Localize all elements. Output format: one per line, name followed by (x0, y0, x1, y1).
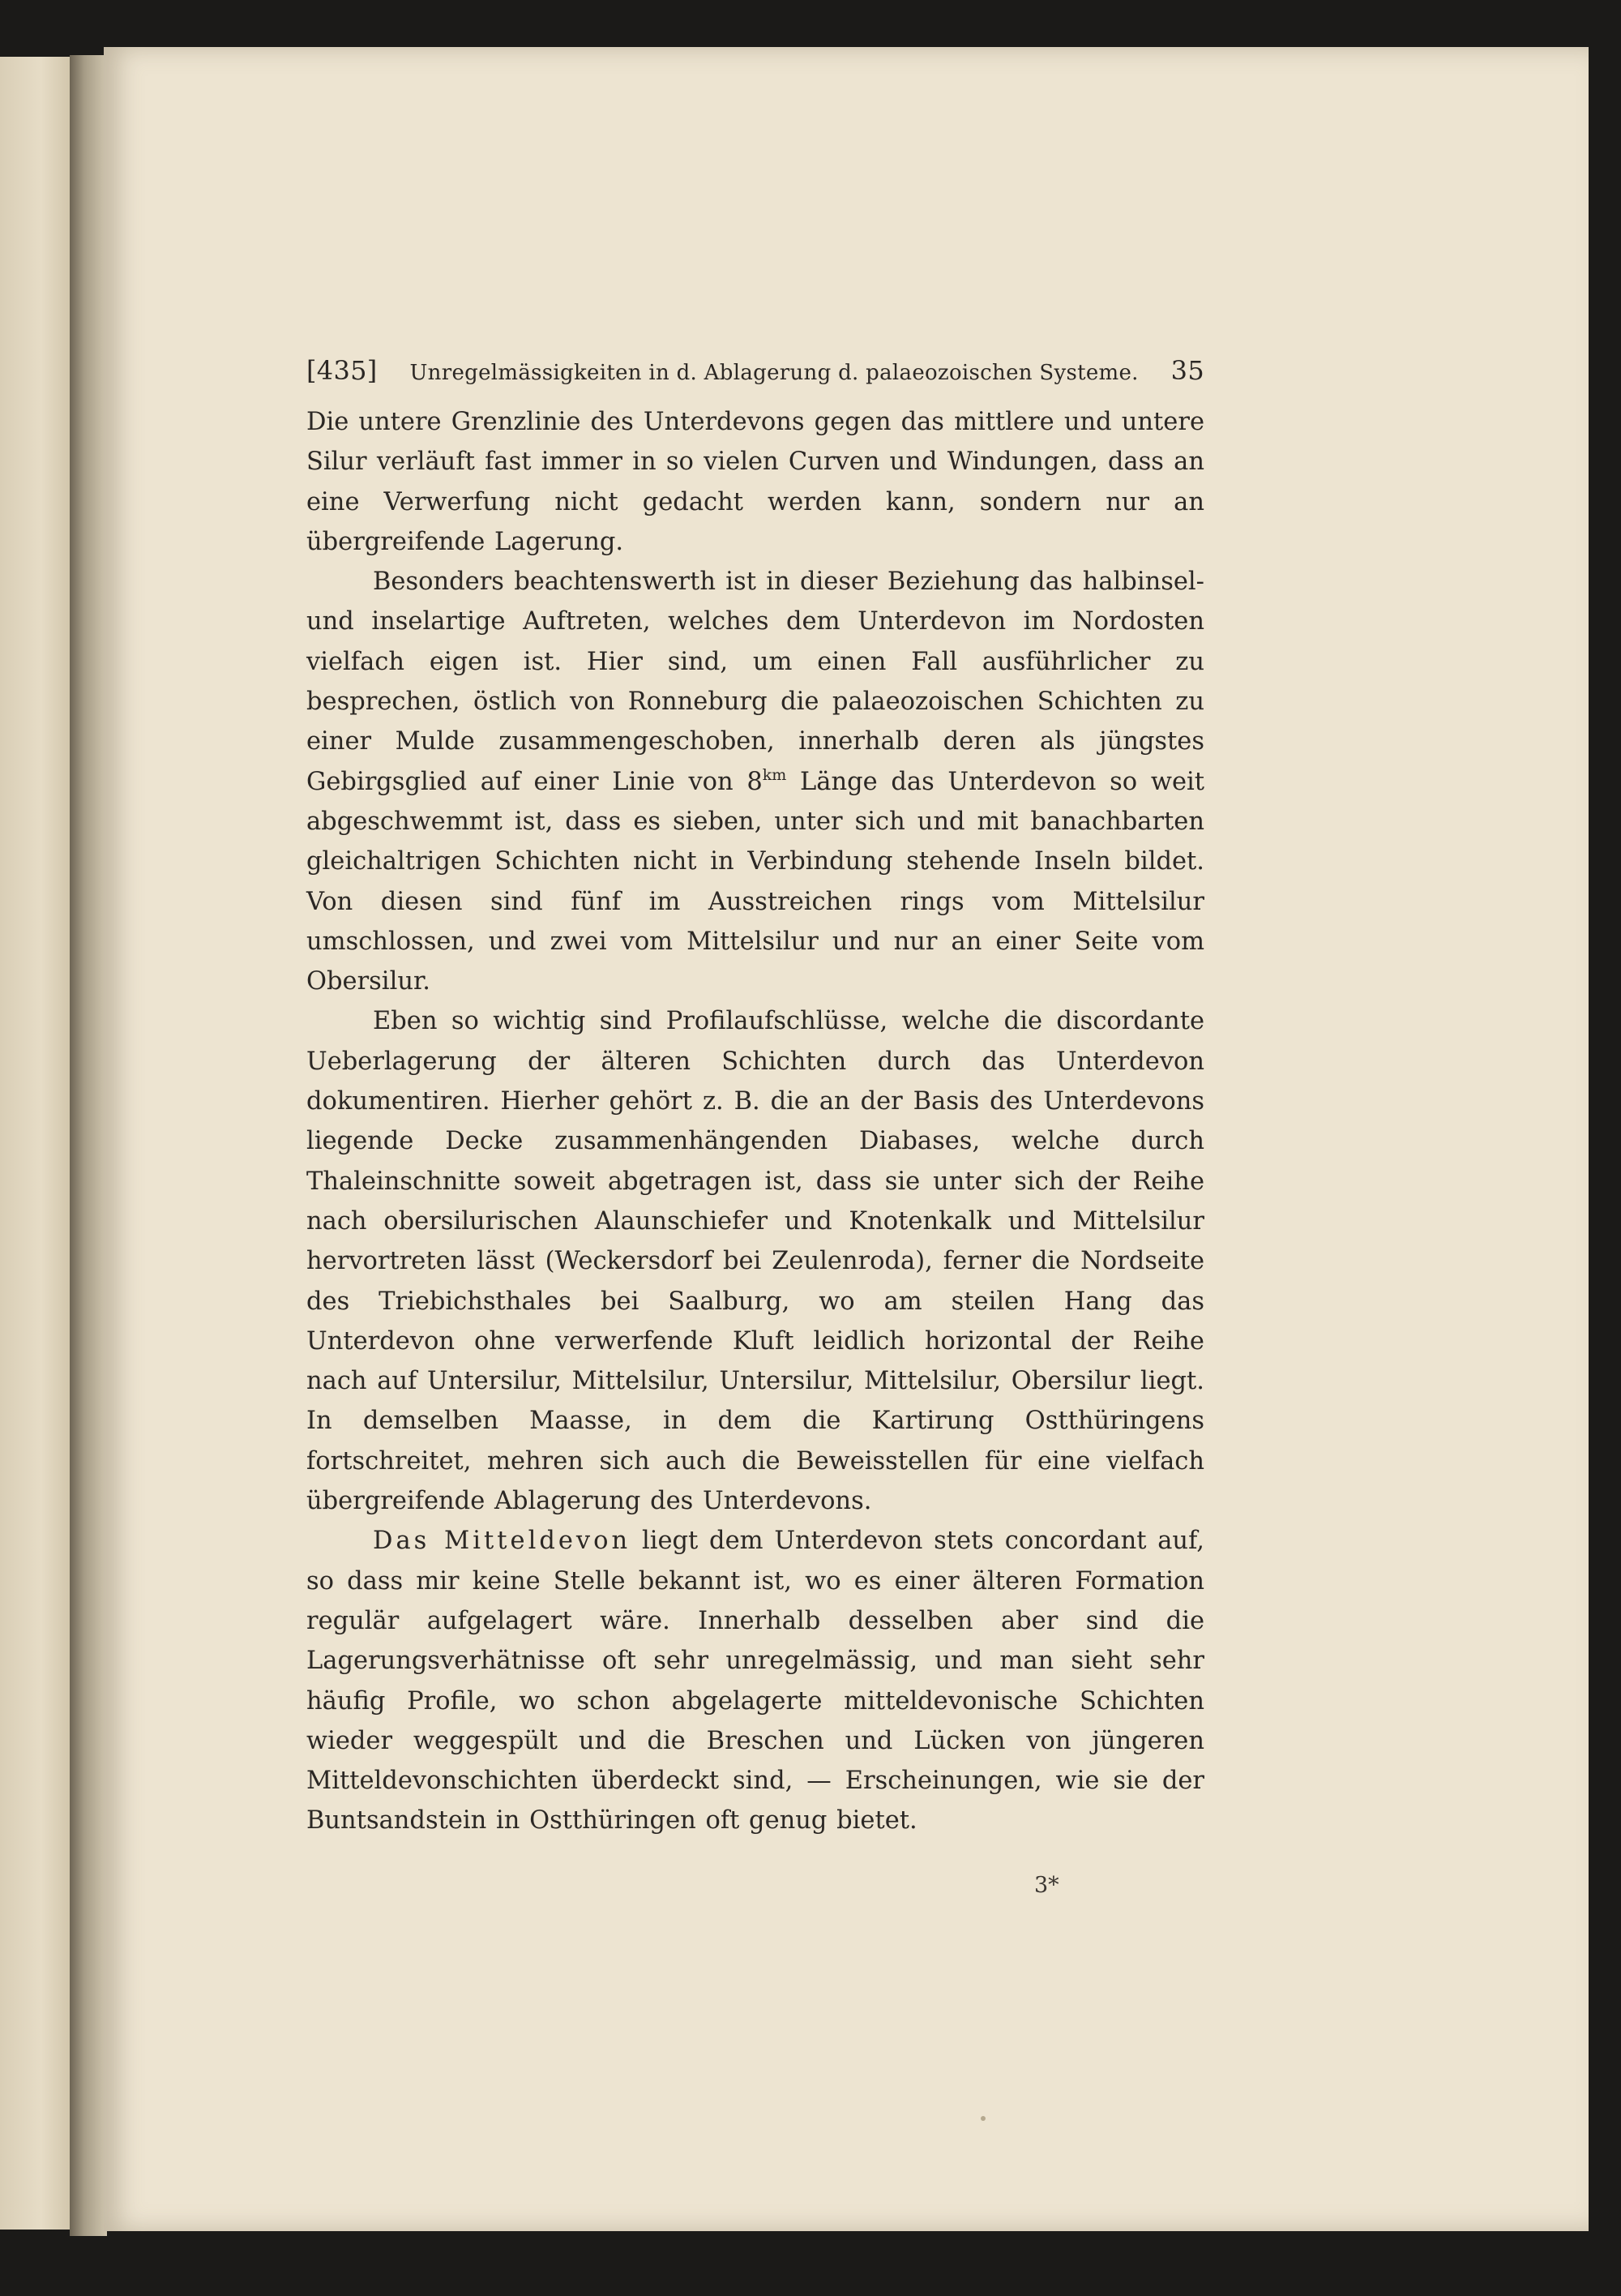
paragraph-2 (306, 562, 1204, 1001)
page-content (306, 355, 1204, 1841)
paper-speck (981, 2116, 986, 2121)
paragraph-1 (306, 402, 1204, 562)
page-bracket-number: [435] (306, 355, 378, 386)
signature-mark: 3* (1034, 1873, 1059, 1898)
book-gutter (70, 55, 107, 2236)
paragraph-4-text: liegt dem Unterdevon stets concordant auf, so dass mir keine Stelle bekannt ist, wo es einer älteren Formation regulär aufgelagert wäre. Innerhalb desselben aber sind die Lagerungsverhätnisse oft sehr unregelmässig, und man sieht sehr häufig Profile, wo schon abgelagerte mitteldevonische Schichten wieder weggespült und die Breschen und Lücken von jüngeren Mitteldevonschichten überdeckt sind, — Erscheinungen, wie sie der Buntsandstein in Ostthüringen oft genug bietet. (306, 1527, 1204, 1836)
previous-page-edge (0, 57, 75, 2230)
running-head (306, 355, 1204, 399)
running-title: Unregelmässigkeiten in d. Ablagerung d. palaeozoischen Systeme. (409, 361, 1139, 385)
paragraph-2-text-a: Besonders beachtenswerth ist in dieser Beziehung das halbinsel- und inselartige Auftreten, welches dem Unterdevon im Nordosten vielfach eigen ist. Hier sind, um einen Fall ausführlicher zu besprechen, östlich von Ronneburg die palaeozoischen Schichten zu einer Mulde zusammengeschoben, innerhalb deren als jüngstes Gebirgsglied auf einer Linie von 8 (306, 568, 1204, 796)
paragraph-3-text: Eben so wichtig sind Profilaufschlüsse, welche die discordante Ueberlagerung der älteren Schichten durch das Unterdevon dokumentiren. Hierher gehört z. B. die an der Basis des Unterdevons liegende Decke zusammenhängenden Diabases, welche durch Thaleinschnitte soweit abgetragen ist, dass sie unter sich der Reihe nach obersilurischen Alaunschiefer und Knotenkalk und Mittelsilur hervortreten lässt (Weckersdorf bei Zeulenroda), ferner die Nordseite des Triebichsthales bei Saalburg, wo am steilen Hang das Unterdevon ohne verwerfende Kluft leidlich horizontal der Reihe nach auf Untersilur, Mittelsilur, Untersilur, Mittelsilur, Obersilur liegt. In demselben Maasse, in dem die Kartirung Ostthüringens fortschreitet, mehren sich auch die Beweisstellen für eine vielfach übergreifende Ablagerung des Unterdevons. (306, 1007, 1204, 1516)
paragraph-1-text: Die untere Grenzlinie des Unterdevons gegen das mittlere und untere Silur verläuft fast immer in so vielen Curven und Windungen, dass an eine Verwerfung nicht gedacht werden kann, sondern nur an übergreifende Lagerung. (306, 408, 1204, 556)
section-term-mitteldevon: Das Mitteldevon (373, 1527, 631, 1556)
page-number: 35 (1170, 355, 1204, 386)
paragraph-2-text-b: Länge das Unterdevon so weit abgeschwemmt ist, dass es sieben, unter sich und mit banachbarten gleichaltrigen Schichten nicht in Verbindung stehende Inseln bildet. Von diesen sind fünf im Ausstreichen rings vom Mittelsilur umschlossen, und zwei vom Mittelsilur und nur an einer Seite vom Obersilur. (306, 767, 1205, 996)
paragraph-4 (306, 1521, 1204, 1840)
paragraph-3 (306, 1001, 1204, 1521)
unit-superscript: km (762, 765, 787, 784)
